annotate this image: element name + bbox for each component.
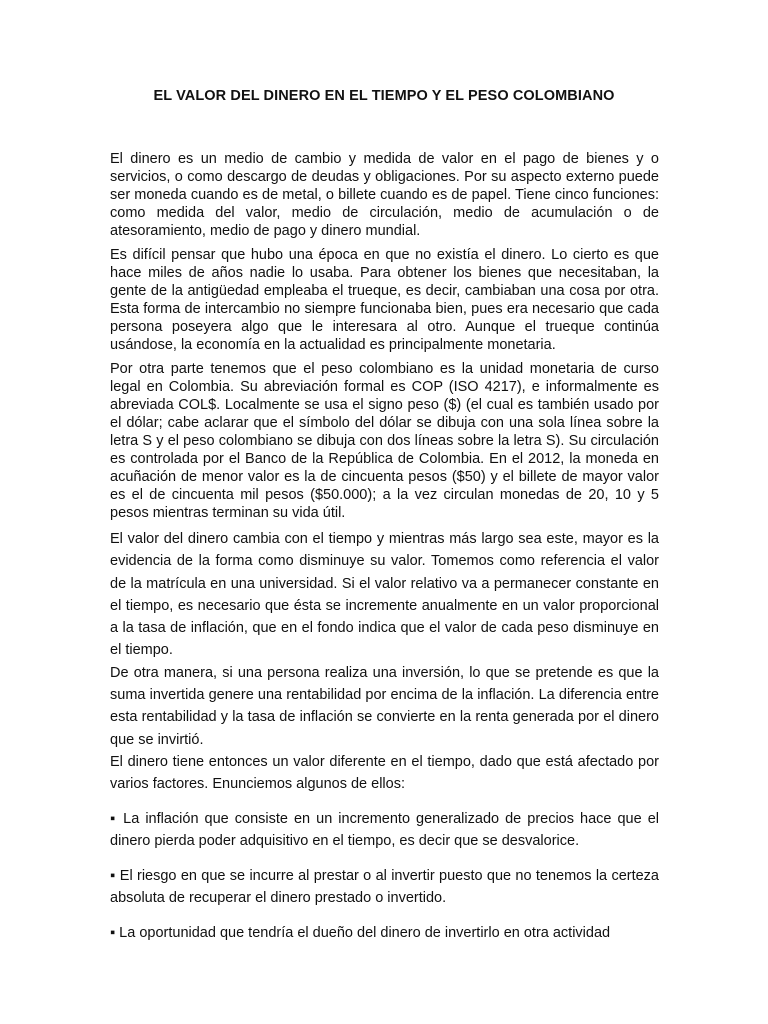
bullet-opportunity: ▪ La oportunidad que tendría el dueño del dinero de invertirlo en otra actividad — [110, 924, 611, 941]
document-body — [110, 150, 659, 956]
paragraph-definition: El dinero es un medio de cambio y medida de valor en el pago de bienes y o servicios, o como descargo de deudas y obligaciones. Por su aspecto externo puede ser moneda cuando es de metal, o billete cuando es de papel. Tiene cinco funciones: como medida del valor, medio de circulación, medio de acumulación o de atesoramiento, medio de pago y dinero mundial. — [110, 151, 659, 239]
paragraph-time-value: El valor del dinero cambia con el tiempo y mientras más largo sea este, mayor es la evidencia de la forma como disminuye su valor. Tomemos como referencia el valor de la matrícula en una universidad. Si el valor relativo va a permanecer constante en el tiempo, es necesario que ésta se incremente anualmente en un valor proporcional a la tasa de inflación, que en el fondo indica que el valor de cada peso disminuye en el tiempo. — [110, 531, 659, 659]
paragraph-factors: El dinero tiene entonces un valor diferente en el tiempo, dado que está afectado por varios factores. Enunciemos algunos de ellos: — [110, 753, 659, 793]
bullet-risk: ▪ El riesgo en que se incurre al prestar o al invertir puesto que no tenemos la certeza absoluta de recuperar el dinero prestado o invertido. — [110, 867, 659, 907]
paragraph-history: Es difícil pensar que hubo una época en que no existía el dinero. Lo cierto es que hace miles de años nadie lo usaba. Para obtener los bienes que necesitaban, la gente de la antigüedad empleaba el trueque, es decir, cambiaban una cosa por otra. Esta forma de intercambio no siempre funcionaba bien, pues era necesario que cada persona poseyera algo que le interesara al otro. Aunque el trueque continúa usándose, la economía en la actualidad es principalmente monetaria. — [110, 247, 659, 353]
paragraph-investment: De otra manera, si una persona realiza una inversión, lo que se pretende es que la suma invertida genere una rentabilidad por encima de la inflación. La diferencia entre esta rentabilidad y la tasa de inflación se convierte en la renta generada por el dinero que se invirtió. — [110, 664, 659, 748]
document-title: EL VALOR DEL DINERO EN EL TIEMPO Y EL PESO COLOMBIANO — [153, 88, 615, 104]
paragraph-peso-colombiano: Por otra parte tenemos que el peso colombiano es la unidad monetaria de curso legal en Colombia. Su abreviación formal es COP (ISO 4217), e informalmente es abreviada COL$. Localmente se usa el signo peso ($) (el cual es también usado por el dólar; cabe aclarar que el símbolo del dólar se dibuja con una sola línea sobre la letra S y el peso colombiano se dibuja con dos líneas sobre la letra S). Su circulación es controlada por el Banco de la República de Colombia. En el 2012, la moneda en acuñación de menor valor es la de cincuenta pesos ($50) y el billete de mayor valor es el de cincuenta mil pesos ($50.000); a la vez circulan monedas de 20, 10 y 5 pesos mientras terminan su vida útil. — [110, 361, 659, 521]
bullet-inflation: ▪ La inflación que consiste en un incremento generalizado de precios hace que el dinero pierda poder adquisitivo en el tiempo, es decir que se desvalorice. — [110, 810, 659, 850]
